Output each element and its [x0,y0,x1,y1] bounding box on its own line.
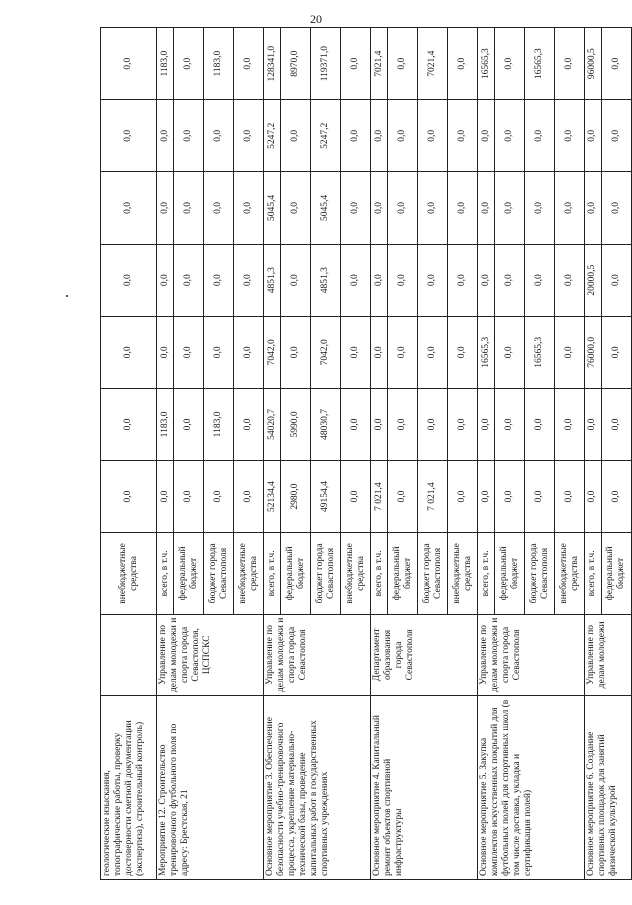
amount-cell: 0,0 [371,388,388,460]
amount-cell: 0,0 [448,100,478,172]
amount-cell: 16565,3 [478,316,495,388]
amount-cell: 0,0 [555,28,585,100]
amount-cell: 0,0 [525,100,555,172]
funding-source-cell: федеральный бюджет [174,533,204,614]
table-row [585,28,602,880]
amount-cell: 0,0 [341,461,371,533]
amount-cell: 0,0 [448,388,478,460]
funding-source-cell: бюджет города Севастополя [204,533,234,614]
amount-cell: 7021,4 [418,28,448,100]
amount-cell: 0,0 [494,28,524,100]
amount-cell: 128341,0 [264,28,281,100]
amount-cell: 1183,0 [157,28,174,100]
amount-cell: 0,0 [157,100,174,172]
amount-cell: 54020,7 [264,388,281,460]
executor-cell: Управление по делам молодежи [585,614,632,695]
executor-cell: Управление по делам молодежи и спорта города Севастополя [478,614,585,695]
amount-cell: 0,0 [525,388,555,460]
amount-cell: 0,0 [101,316,157,388]
amount-cell: 0,0 [204,461,234,533]
amount-cell: 0,0 [157,244,174,316]
amount-cell: 0,0 [448,244,478,316]
amount-cell: 0,0 [101,461,157,533]
amount-cell: 0,0 [585,388,602,460]
measure-name-cell: Основное мероприятие 4. Капитальный ремонт объектов спортивной инфраструктуры [371,696,478,880]
amount-cell: 16565,3 [478,28,495,100]
amount-cell: 0,0 [204,100,234,172]
amount-cell: 0,0 [341,28,371,100]
amount-cell: 0,0 [585,172,602,244]
funding-source-cell: внебюджетные средства [448,533,478,614]
amount-cell: 119371,0 [311,28,341,100]
amount-cell: 0,0 [601,244,631,316]
funding-source-cell: всего, в т.ч. [264,533,281,614]
executor-cell [101,614,157,695]
funding-source-cell: всего, в т.ч. [478,533,495,614]
amount-cell: 0,0 [157,461,174,533]
amount-cell: 0,0 [371,316,388,388]
amount-cell: 0,0 [281,316,311,388]
funding-source-cell: внебюджетные средства [101,533,157,614]
amount-cell: 5045,4 [264,172,281,244]
amount-cell: 0,0 [281,172,311,244]
amount-cell: 0,0 [494,316,524,388]
amount-cell: 0,0 [234,172,264,244]
amount-cell: 0,0 [418,316,448,388]
amount-cell: 0,0 [601,28,631,100]
amount-cell: 0,0 [388,461,418,533]
amount-cell: 0,0 [371,100,388,172]
amount-cell: 0,0 [234,100,264,172]
amount-cell: 0,0 [555,316,585,388]
table-row [264,28,281,880]
amount-cell: 0,0 [371,172,388,244]
funding-source-cell: внебюджетные средства [234,533,264,614]
measure-name-cell: геологические изыскания, топографические работы, проверку достоверности сметной документации (экспертиза), строительный контроль) [101,696,157,880]
amount-cell: 0,0 [234,244,264,316]
funding-source-cell: бюджет города Севастополя [525,533,555,614]
amount-cell: 0,0 [234,28,264,100]
amount-cell: 5247,2 [264,100,281,172]
amount-cell: 0,0 [418,244,448,316]
amount-cell: 0,0 [204,316,234,388]
amount-cell: 16565,3 [525,316,555,388]
amount-cell: 0,0 [494,461,524,533]
amount-cell: 0,0 [204,172,234,244]
amount-cell: 0,0 [448,461,478,533]
amount-cell: 0,0 [418,100,448,172]
funding-source-cell: бюджет города Севастополя [418,533,448,614]
rotated-table-container [100,27,632,880]
measure-name-cell: Основное мероприятие 6. Создание спортивных площадок для занятий физической культурой [585,696,632,880]
amount-cell: 0,0 [234,316,264,388]
amount-cell: 0,0 [388,388,418,460]
amount-cell: 4851,3 [264,244,281,316]
amount-cell: 0,0 [174,172,204,244]
amount-cell: 0,0 [341,100,371,172]
amount-cell: 0,0 [281,100,311,172]
measure-name-cell: Основное мероприятие 3. Обеспечение безопасности учебно-тренировочного процесса, укрепление материально-технической базы, проведение капитальных работ в государственных спортивных учреждениях [264,696,371,880]
amount-cell: 5247,2 [311,100,341,172]
funding-source-cell: внебюджетные средства [341,533,371,614]
amount-cell: 0,0 [478,388,495,460]
funding-source-cell: всего, в т.ч. [157,533,174,614]
amount-cell: 52134,4 [264,461,281,533]
amount-cell: 0,0 [525,172,555,244]
amount-cell: 0,0 [494,100,524,172]
amount-cell: 2980,0 [281,461,311,533]
amount-cell: 0,0 [555,244,585,316]
amount-cell: 8970,0 [281,28,311,100]
amount-cell: 0,0 [585,100,602,172]
funding-source-cell: всего, в т.ч. [371,533,388,614]
amount-cell: 0,0 [234,388,264,460]
amount-cell: 0,0 [101,172,157,244]
amount-cell: 0,0 [555,100,585,172]
table-row [371,28,388,880]
amount-cell: 0,0 [478,244,495,316]
amount-cell: 0,0 [174,461,204,533]
amount-cell: 5990,0 [281,388,311,460]
amount-cell: 0,0 [157,172,174,244]
page-number: 20 [310,12,322,26]
funding-source-cell: федеральный бюджет [281,533,311,614]
amount-cell: 0,0 [418,172,448,244]
amount-cell: 20000,5 [585,244,602,316]
amount-cell: 0,0 [478,100,495,172]
budget-table-body [101,28,632,880]
funding-source-cell: внебюджетные средства [555,533,585,614]
amount-cell: 0,0 [174,100,204,172]
amount-cell: 0,0 [174,316,204,388]
amount-cell: 0,0 [601,388,631,460]
amount-cell: 0,0 [525,244,555,316]
amount-cell: 0,0 [478,461,495,533]
amount-cell: 4851,3 [311,244,341,316]
executor-cell: Департамент образования города Севастополя [371,614,478,695]
table-row [478,28,495,880]
amount-cell: 96000,5 [585,28,602,100]
amount-cell: 0,0 [341,172,371,244]
amount-cell: 0,0 [585,461,602,533]
amount-cell: 0,0 [601,316,631,388]
amount-cell: 7042,0 [311,316,341,388]
amount-cell: 0,0 [341,316,371,388]
amount-cell: 0,0 [101,28,157,100]
amount-cell: 0,0 [101,100,157,172]
amount-cell: 49154,4 [311,461,341,533]
executor-cell: Управление по делам молодежи и спорта города Севастополя, ЦСПСКС [157,614,264,695]
amount-cell: 7 021,4 [371,461,388,533]
amount-cell: 7 021,4 [418,461,448,533]
amount-cell: 0,0 [494,172,524,244]
amount-cell: 0,0 [448,316,478,388]
scan-speck [66,295,68,297]
funding-source-cell: всего, в т.ч. [585,533,602,614]
amount-cell: 0,0 [341,244,371,316]
amount-cell: 0,0 [388,244,418,316]
amount-cell: 0,0 [204,244,234,316]
funding-source-cell: федеральный бюджет [601,533,631,614]
amount-cell: 0,0 [101,388,157,460]
amount-cell: 0,0 [388,100,418,172]
amount-cell: 0,0 [388,316,418,388]
amount-cell: 0,0 [555,172,585,244]
amount-cell: 1183,0 [204,388,234,460]
amount-cell: 0,0 [388,28,418,100]
amount-cell: 0,0 [174,388,204,460]
table-row [101,28,157,880]
table-row [157,28,174,880]
amount-cell: 0,0 [157,316,174,388]
amount-cell: 0,0 [601,461,631,533]
amount-cell: 0,0 [478,172,495,244]
amount-cell: 0,0 [418,388,448,460]
amount-cell: 0,0 [371,244,388,316]
amount-cell: 0,0 [494,244,524,316]
executor-cell: Управление по делам молодежи и спорта города Севастополя [264,614,371,695]
amount-cell: 0,0 [525,461,555,533]
measure-name-cell: Мероприятие 12. Строительство тренировочного футбольного поля по адресу: Брестская, 21 [157,696,264,880]
amount-cell: 76000,0 [585,316,602,388]
amount-cell: 48030,7 [311,388,341,460]
budget-table [100,27,632,880]
amount-cell: 0,0 [174,244,204,316]
amount-cell: 0,0 [234,461,264,533]
amount-cell: 0,0 [601,100,631,172]
amount-cell: 0,0 [555,461,585,533]
amount-cell: 0,0 [281,244,311,316]
amount-cell: 0,0 [601,172,631,244]
measure-name-cell: Основное мероприятие 5. Закупка комплектов искусственных покрытий для футбольных полей для спортивных школ (в том числе доставка, укладка и сертификация полей) [478,696,585,880]
amount-cell: 0,0 [494,388,524,460]
funding-source-cell: бюджет города Севастополя [311,533,341,614]
funding-source-cell: федеральный бюджет [388,533,418,614]
amount-cell: 0,0 [448,172,478,244]
amount-cell: 5045,4 [311,172,341,244]
amount-cell: 7021,4 [371,28,388,100]
amount-cell: 1183,0 [157,388,174,460]
amount-cell: 7042,0 [264,316,281,388]
amount-cell: 0,0 [388,172,418,244]
amount-cell: 0,0 [101,244,157,316]
amount-cell: 0,0 [555,388,585,460]
amount-cell: 16565,3 [525,28,555,100]
amount-cell: 0,0 [448,28,478,100]
funding-source-cell: федеральный бюджет [494,533,524,614]
amount-cell: 0,0 [174,28,204,100]
amount-cell: 0,0 [341,388,371,460]
amount-cell: 1183,0 [204,28,234,100]
